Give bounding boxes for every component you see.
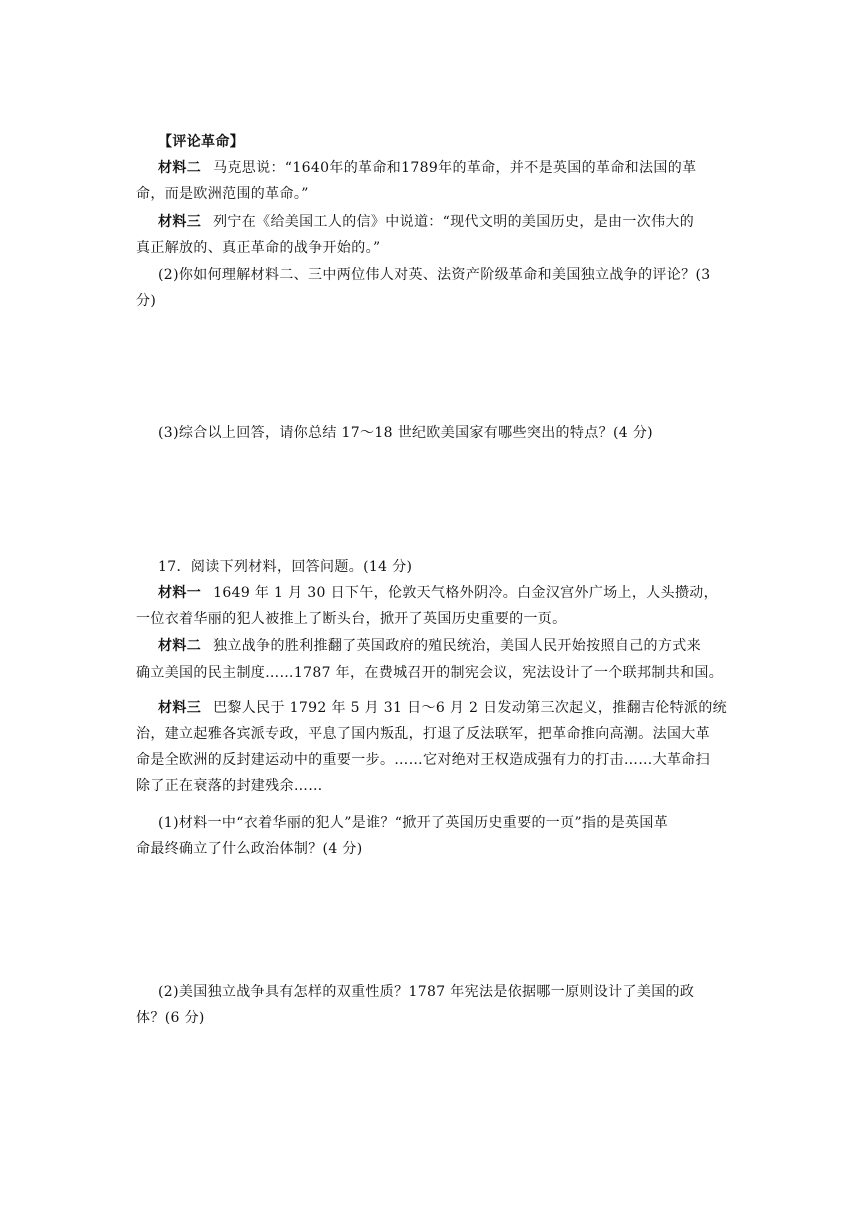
q17-material-3-line-1 bbox=[158, 698, 736, 718]
material-label: 材料二 bbox=[158, 160, 202, 176]
material-text: 巴黎人民于 1792 年 5 月 31 日～6 月 2 日发动第三次起义，推翻吉伦特派的统 bbox=[213, 700, 728, 716]
material-text: 独立战争的胜利推翻了英国政府的殖民统治，美国人民开始按照自己的方式来 bbox=[213, 638, 701, 654]
q17-material-2-line-1 bbox=[158, 636, 736, 656]
q17-intro: 17．阅读下列材料，回答问题。(14 分) bbox=[158, 559, 413, 575]
q17-material-1-line-2: 一位衣着华丽的犯人被推上了断头台，掀开了英国历史重要的一页。 bbox=[136, 611, 567, 627]
section-heading: 【评论革命】 bbox=[158, 134, 245, 150]
material-text: 1649 年 1 月 30 日下午，伦敦天气格外阴冷。白金汉宫外广场上，人头攒动， bbox=[213, 585, 719, 601]
q17-question-1-line-1: (1)材料一中“衣着华丽的犯人”是谁？“掀开了英国历史重要的一页”指的是英国革 bbox=[158, 815, 669, 831]
q17-material-2-line-2: 确立美国的民主制度……1787 年，在费城召开的制宪会议，宪法设计了一个联邦制共和国。 bbox=[136, 665, 724, 681]
material-text: 马克思说：“1640年的革命和1789年的革命，并不是英国的革命和法国的革 bbox=[213, 160, 697, 176]
material-label: 材料三 bbox=[158, 214, 202, 230]
material-label: 材料一 bbox=[158, 585, 202, 601]
q16-question-2-line-2: 分) bbox=[136, 293, 157, 309]
material-label: 材料三 bbox=[158, 700, 202, 716]
q17-material-3-line-2: 治，建立起雅各宾派专政，平息了国内叛乱，打退了反法联军，把革命推向高潮。法国大革 bbox=[136, 726, 710, 742]
q16-material-2-line-1 bbox=[158, 158, 736, 178]
q16-material-2-line-2: 命，而是欧洲范围的革命。” bbox=[136, 186, 309, 202]
q17-question-2-line-1: (2)美国独立战争具有怎样的双重性质？1787 年宪法是依据哪一原则设计了美国的政 bbox=[158, 984, 695, 1000]
material-text: 列宁在《给美国工人的信》中说道：“现代文明的美国历史，是由一次伟大的 bbox=[213, 214, 695, 230]
q16-question-3: (3)综合以上回答，请你总结 17～18 世纪欧美国家有哪些突出的特点？(4 分) bbox=[158, 425, 653, 441]
q17-question-2-line-2: 体？(6 分) bbox=[136, 1010, 205, 1026]
q16-material-3-line-1 bbox=[158, 212, 736, 232]
q17-material-1-line-1 bbox=[158, 583, 736, 603]
q17-material-3-line-3: 命是全欧洲的反封建运动中的重要一步。……它对绝对王权造成强有力的打击……大革命扫 bbox=[136, 752, 710, 768]
q17-material-3-line-4: 除了正在衰落的封建残余…… bbox=[136, 778, 323, 794]
q16-material-3-line-2: 真正解放的、真正革命的战争开始的。” bbox=[136, 240, 381, 256]
material-label: 材料二 bbox=[158, 638, 202, 654]
q17-question-1-line-2: 命最终确立了什么政治体制？(4 分) bbox=[136, 841, 363, 857]
q16-question-2-line-1: (2)你如何理解材料二、三中两位伟人对英、法资产阶级革命和美国独立战争的评论？(3 bbox=[158, 267, 711, 283]
